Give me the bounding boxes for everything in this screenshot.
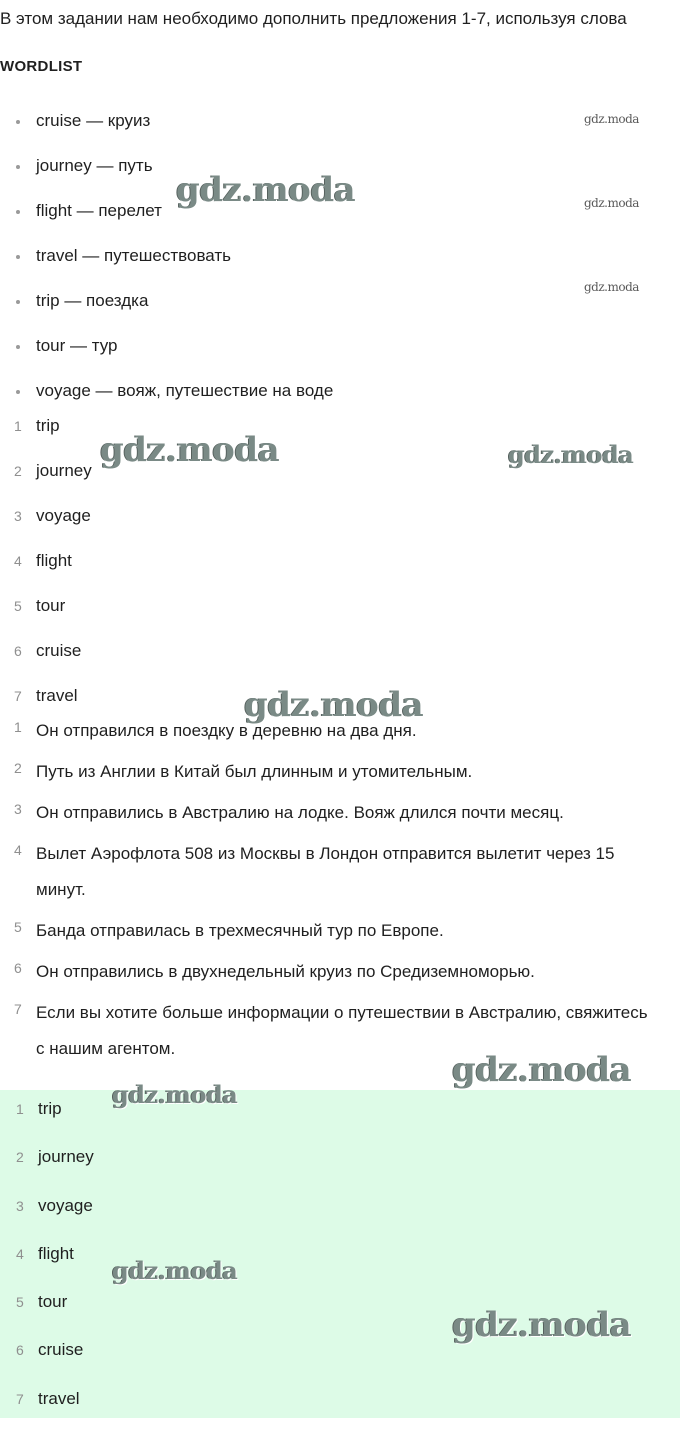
item-number: 1 bbox=[14, 719, 22, 735]
wordlist-item: voyage — вояж, путешествие на воде bbox=[0, 375, 680, 420]
wordlist bbox=[0, 105, 680, 420]
watermark: gdz.moda bbox=[112, 1256, 238, 1285]
watermark: gdz.moda bbox=[584, 280, 639, 294]
sentence-item bbox=[0, 754, 680, 799]
item-number: 5 bbox=[14, 598, 22, 614]
answer-word: travel bbox=[36, 686, 78, 705]
wordlist-item: journey — путь bbox=[0, 150, 680, 195]
final-answer-item bbox=[0, 1189, 680, 1237]
answer-word: cruise bbox=[36, 641, 82, 660]
wordlist-item: trip — поездка bbox=[0, 285, 680, 330]
item-number: 1 bbox=[16, 1101, 24, 1117]
wordlist-item: cruise — круиз bbox=[0, 105, 680, 150]
answer-word: cruise bbox=[38, 1340, 84, 1360]
item-number: 4 bbox=[16, 1245, 24, 1262]
item-number: 2 bbox=[16, 1149, 24, 1166]
watermark: gdz.moda bbox=[244, 685, 424, 725]
answer-item bbox=[0, 503, 680, 548]
item-number: 7 bbox=[14, 1001, 22, 1017]
answer-word: tour bbox=[38, 1292, 68, 1312]
answer-word: journey bbox=[36, 461, 92, 480]
item-number: 3 bbox=[14, 801, 22, 817]
answer-item bbox=[0, 593, 680, 638]
answer-word: trip bbox=[36, 416, 60, 435]
answer-word: flight bbox=[38, 1243, 74, 1263]
answer-word: voyage bbox=[36, 506, 91, 525]
item-number: 2 bbox=[14, 463, 22, 479]
item-number: 7 bbox=[14, 688, 22, 704]
answer-word: travel bbox=[38, 1388, 80, 1408]
wordlist-heading: WORDLIST bbox=[0, 58, 83, 75]
item-number: 3 bbox=[14, 508, 22, 524]
final-answer-item bbox=[0, 1140, 680, 1188]
final-answer-item bbox=[0, 1382, 680, 1430]
sentence-text: Если вы хотите больше информации о путешествии в Австралию, свяжитесь с нашим агентом. bbox=[36, 1003, 648, 1058]
sentence-text: Он отправились в двухнедельный круиз по Средиземноморью. bbox=[36, 962, 535, 981]
sentence-text: Вылет Аэрофлота 508 из Москвы в Лондон отправится вылетит через 15 минут. bbox=[36, 844, 615, 899]
sentence-text: Он отправился в поездку в деревню на два дня. bbox=[36, 721, 417, 740]
answer-word: trip bbox=[38, 1099, 62, 1118]
watermark: gdz.moda bbox=[112, 1080, 238, 1109]
watermark: gdz.moda bbox=[100, 430, 280, 470]
sentence-item bbox=[0, 954, 680, 999]
item-number: 6 bbox=[16, 1342, 24, 1359]
item-number: 3 bbox=[16, 1197, 24, 1214]
sentence-item bbox=[0, 836, 680, 917]
answer-word: voyage bbox=[38, 1195, 93, 1215]
item-number: 5 bbox=[16, 1294, 24, 1311]
item-number: 4 bbox=[14, 842, 22, 858]
answer-word: tour bbox=[36, 596, 66, 615]
answer-word: flight bbox=[36, 551, 72, 570]
answer-word: journey bbox=[38, 1147, 94, 1167]
watermark: gdz.moda bbox=[452, 1305, 632, 1345]
final-answer-item bbox=[0, 1237, 680, 1285]
watermark: gdz.moda bbox=[452, 1050, 632, 1090]
wordlist-item: travel — путешествовать bbox=[0, 240, 680, 285]
final-answer-list bbox=[0, 1092, 680, 1430]
item-number: 7 bbox=[16, 1390, 24, 1407]
watermark: gdz.moda bbox=[584, 196, 639, 210]
item-number: 5 bbox=[14, 919, 22, 935]
item-number: 1 bbox=[14, 418, 22, 434]
final-answer-item bbox=[0, 1092, 680, 1140]
intro-text: В этом задании нам необходимо дополнить предложения 1-7, используя слова bbox=[0, 9, 627, 28]
sentence-list bbox=[0, 717, 680, 1076]
answer-item bbox=[0, 638, 680, 683]
item-number: 6 bbox=[14, 960, 22, 976]
watermark: gdz.moda bbox=[508, 440, 634, 469]
item-number: 6 bbox=[14, 643, 22, 659]
item-number: 4 bbox=[14, 553, 22, 569]
sentence-text: Банда отправилась в трехмесячный тур по Европе. bbox=[36, 921, 444, 940]
watermark: gdz.moda bbox=[584, 112, 639, 126]
sentence-item bbox=[0, 795, 680, 840]
answer-item bbox=[0, 548, 680, 593]
sentence-text: Путь из Англии в Китай был длинным и утомительным. bbox=[36, 762, 473, 781]
wordlist-item: flight — перелет bbox=[0, 195, 680, 240]
wordlist-item: tour — тур bbox=[0, 330, 680, 375]
sentence-item bbox=[0, 913, 680, 958]
watermark: gdz.moda bbox=[176, 170, 356, 210]
sentence-text: Он отправились в Австралию на лодке. Вояж длился почти месяц. bbox=[36, 803, 564, 822]
item-number: 2 bbox=[14, 760, 22, 776]
